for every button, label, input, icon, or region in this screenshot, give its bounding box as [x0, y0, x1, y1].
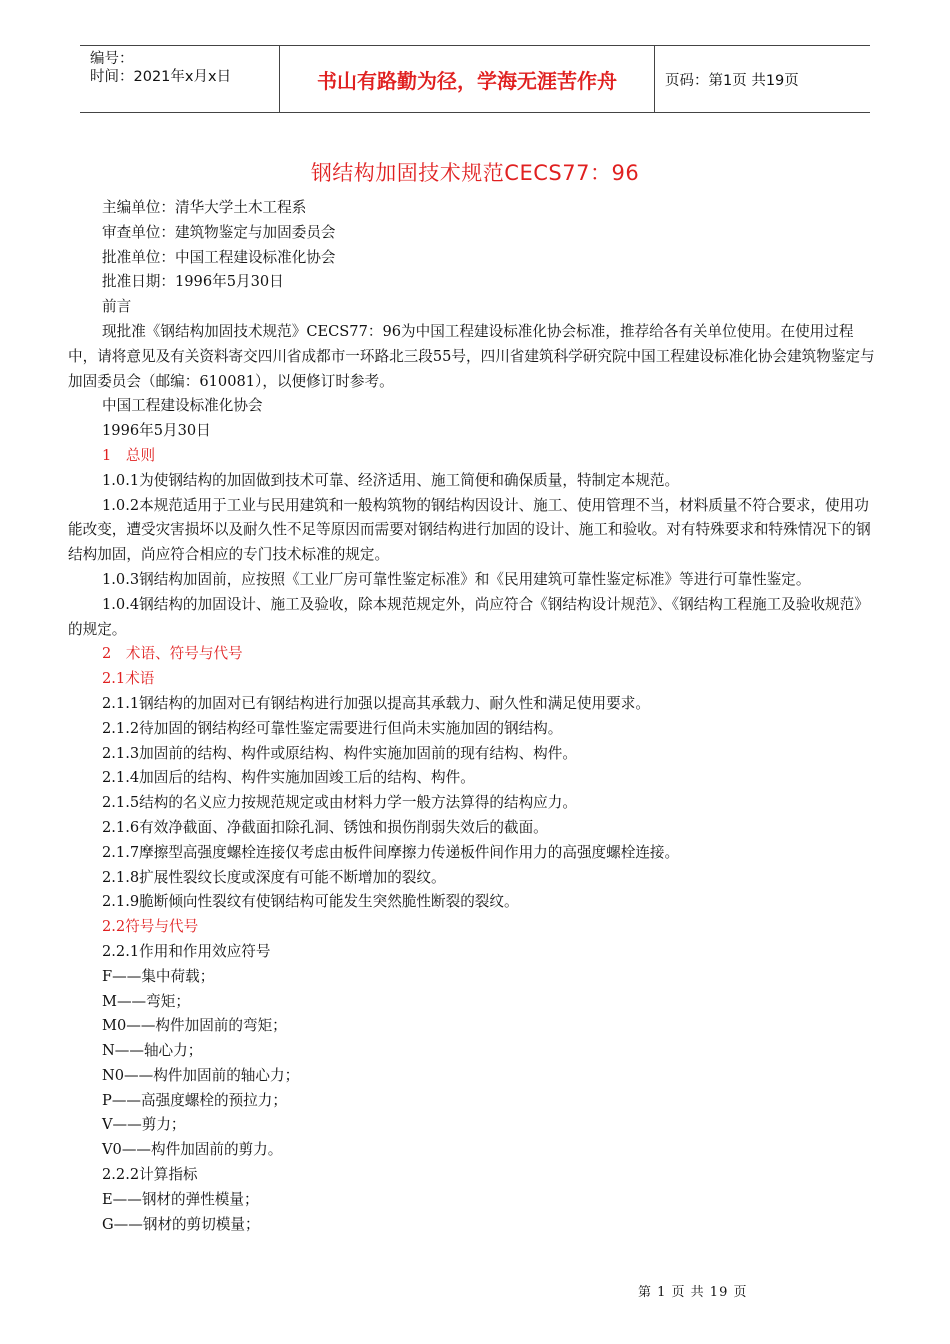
- paragraph: 2.1.2待加固的钢结构经可靠性鉴定需要进行但尚未实施加固的钢结构。: [102, 719, 563, 737]
- time-label: 时间：2021年x月x日: [90, 69, 232, 85]
- header-page-info: 页码：第1页 共19页: [665, 72, 799, 89]
- paragraph: 审查单位：建筑物鉴定与加固委员会: [102, 223, 336, 241]
- header-table: [80, 45, 870, 113]
- document-body: [68, 196, 882, 1237]
- paragraph: 2.1.9脆断倾向性裂纹有使钢结构可能发生突然脆性断裂的裂纹。: [102, 893, 519, 911]
- paragraph: G——钢材的剪切模量；: [102, 1215, 260, 1233]
- paragraph: 2.1.1钢结构的加固对已有钢结构进行加强以提高其承载力、耐久性和满足使用要求。: [102, 694, 650, 712]
- paragraph: 前言: [102, 298, 132, 316]
- paragraph: 2.2.1作用和作用效应符号: [102, 942, 271, 960]
- paragraph: N0——构件加固前的轴心力；: [102, 1066, 300, 1084]
- paragraph: 1.0.4钢结构的加固设计、施工及验收，除本规范规定外，尚应符合《钢结构设计规范》、《钢结构工程施工及验收规范》的规定。: [68, 595, 869, 638]
- paragraph: E——钢材的弹性模量；: [102, 1190, 259, 1208]
- paragraph: M——弯矩；: [102, 992, 190, 1010]
- paragraph: 2.2.2计算指标: [102, 1166, 198, 1184]
- header-motto-cell: [280, 46, 655, 112]
- paragraph: 1.0.3钢结构加固前，应按照《工业厂房可靠性鉴定标准》和《民用建筑可靠性鉴定标准》等进行可靠性鉴定。: [102, 570, 811, 588]
- paragraph: 2 术语、符号与代号: [102, 645, 243, 663]
- paragraph: 2.1术语: [102, 670, 155, 688]
- paragraph: 现批准《钢结构加固技术规范》CECS77：96为中国工程建设标准化协会标准，推荐给各有关单位使用。在使用过程中，请将意见及有关资料寄交四川省成都市一环路北三段55号，四川省建筑科学研究院中国工程建设标准化协会建筑物鉴定与加固委员会（邮编：610081），以便修订时参考。: [68, 322, 875, 390]
- paragraph: F——集中荷载；: [102, 967, 215, 985]
- paragraph: 2.1.3加固前的结构、构件或原结构、构件实施加固前的现有结构、构件。: [102, 744, 577, 762]
- paragraph: V0——构件加固前的剪力。: [102, 1141, 283, 1159]
- paragraph: 2.1.7摩擦型高强度螺栓连接仅考虑由板件间摩擦力传递板件间作用力的高强度螺栓连接。: [102, 843, 680, 861]
- paragraph: 1.0.2本规范适用于工业与民用建筑和一般构筑物的钢结构因设计、施工、使用管理不当，材料质量不符合要求，使用功能改变，遭受灾害损坏以及耐久性不足等原因而需要对钢结构进行加固的设计、施工和验收。对有特殊要求和特殊情况下的钢结构加固，尚应符合相应的专门技术标准的规定。: [68, 496, 871, 564]
- paragraph: 批准日期：1996年5月30日: [102, 273, 284, 291]
- paragraph: 主编单位：清华大学土木工程系: [102, 199, 307, 216]
- paragraph: 批准单位：中国工程建设标准化协会: [102, 248, 336, 266]
- paragraph: 2.2符号与代号: [102, 918, 199, 936]
- paragraph: 中国工程建设标准化协会: [102, 397, 263, 415]
- paragraph: 2.1.6有效净截面、净截面扣除孔洞、锈蚀和损伤削弱失效后的截面。: [102, 818, 548, 836]
- paragraph: 2.1.5结构的名义应力按规范规定或由材料力学一般方法算得的结构应力。: [102, 794, 577, 812]
- paragraph: 2.1.8扩展性裂纹长度或深度有可能不断增加的裂纹。: [102, 868, 446, 886]
- number-label: 编号：: [90, 51, 134, 67]
- paragraph: N——轴心力；: [102, 1042, 203, 1060]
- paragraph: 1.0.1为使钢结构的加固做到技术可靠、经济适用、施工简便和确保质量，特制定本规范。: [102, 471, 680, 489]
- document-title: 钢结构加固技术规范CECS77：96: [310, 161, 640, 185]
- paragraph: P——高强度螺栓的预拉力；: [102, 1091, 287, 1109]
- paragraph: V——剪力；: [102, 1116, 186, 1134]
- header-meta-cell: [80, 46, 280, 112]
- paragraph: 1 总则: [102, 446, 156, 464]
- header-page-cell: [655, 46, 870, 112]
- paragraph: 1996年5月30日: [102, 422, 211, 440]
- page-footer: 第 1 页 共 19 页: [638, 1285, 748, 1300]
- paragraph: M0——构件加固前的弯矩；: [102, 1017, 287, 1035]
- header-motto: 书山有路勤为径，学海无涯苦作舟: [317, 68, 617, 93]
- paragraph: 2.1.4加固后的结构、构件实施加固竣工后的结构、构件。: [102, 769, 475, 787]
